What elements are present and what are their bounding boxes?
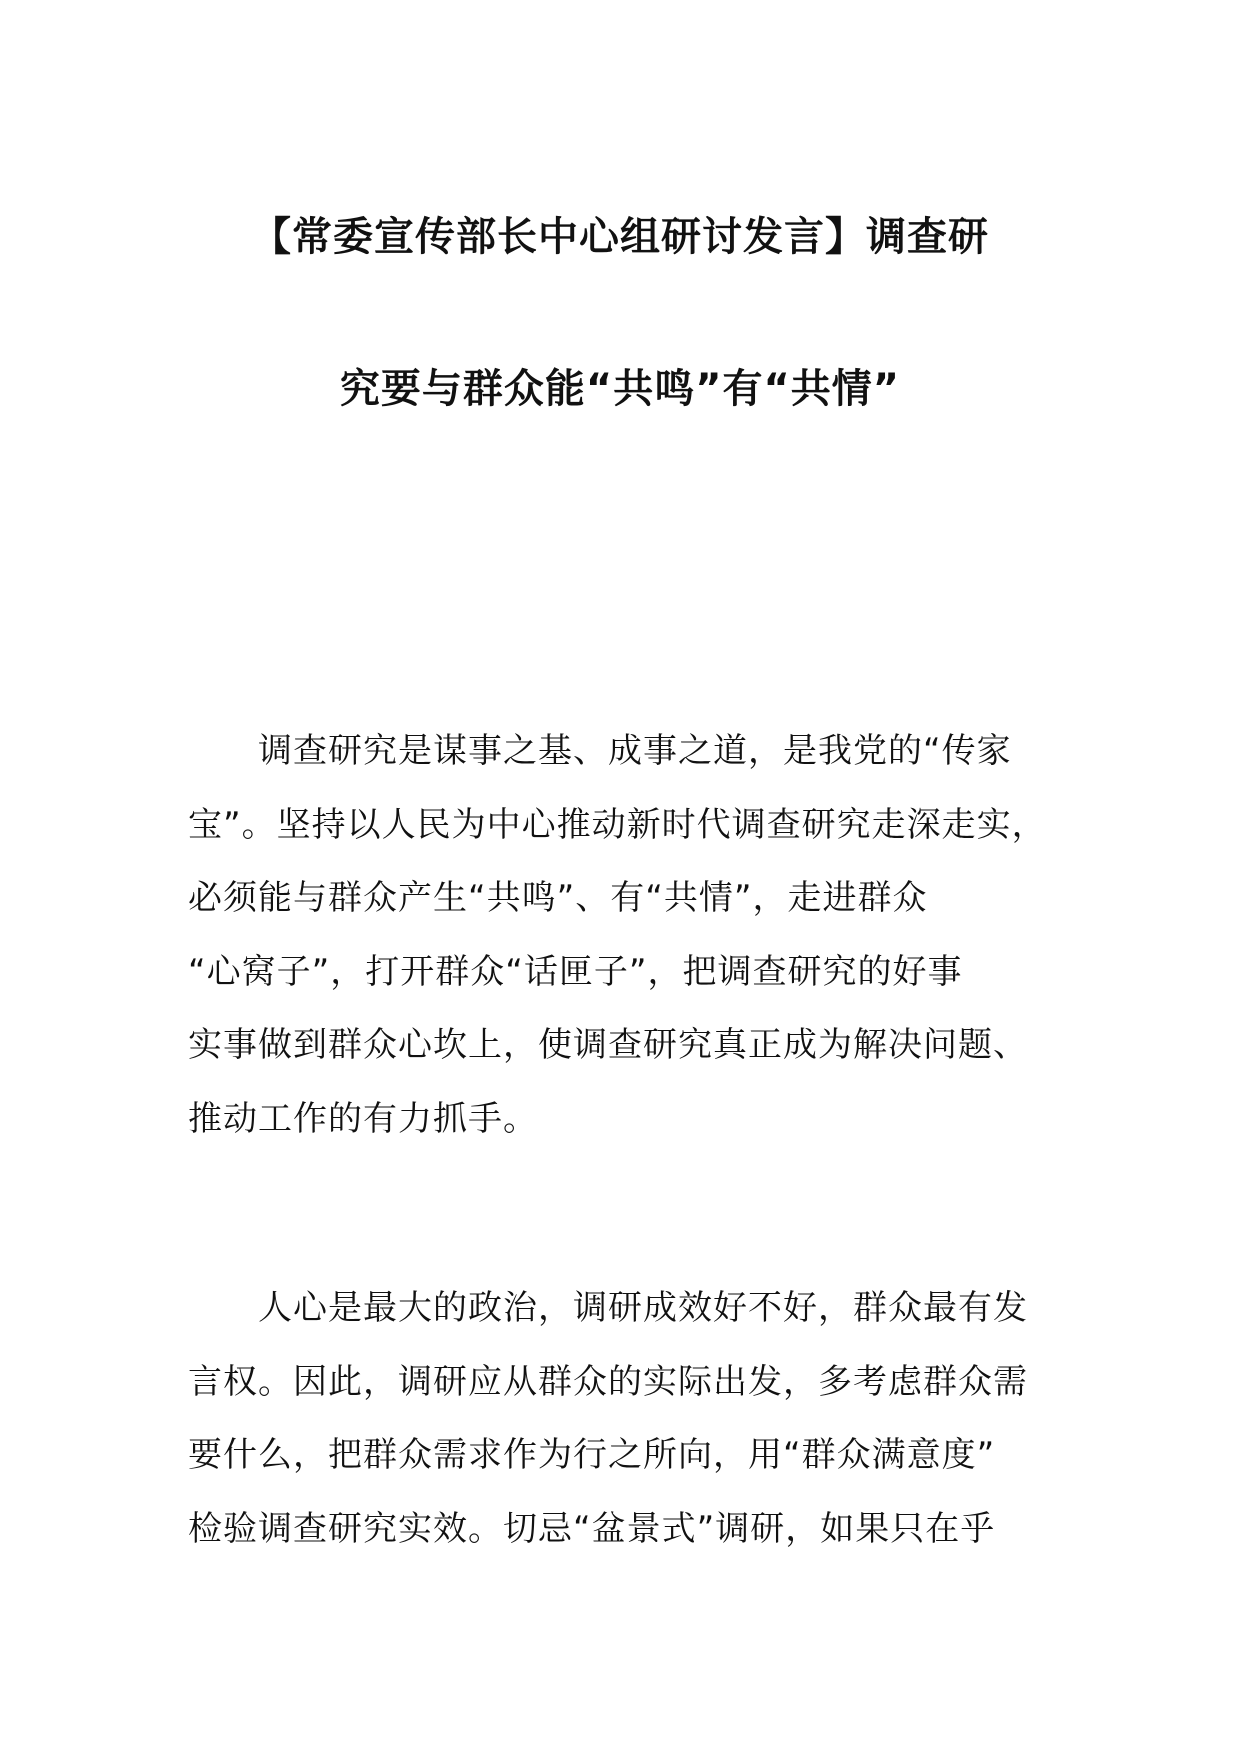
paragraph-line: 检验调查研究实效。切忌“盆景式”调研，如果只在乎 [188, 1508, 996, 1549]
paragraph-line: 推动工作的有力抓手。 [188, 1098, 538, 1139]
paragraph-line: 人心是最大的政治，调研成效好不好，群众最有发 [258, 1288, 1028, 1328]
paragraph-line: 实事做到群众心坎上，使调查研究真正成为解决问题、 [188, 1025, 1028, 1066]
paragraph-line: 言权。因此，调研应从群众的实际出发，多考虑群众需 [188, 1361, 1028, 1402]
body-paragraph-2 [188, 1288, 1088, 1582]
paragraph-line: 调查研究是谋事之基、成事之道，是我党的“传家 [258, 731, 1012, 771]
document-title-line-2: 究要与群众能“共鸣”有“共情” [339, 366, 901, 412]
body-paragraph-1 [188, 731, 1088, 1173]
paragraph-line: “心窝子”，打开群众“话匣子”，把调查研究的好事 [188, 951, 963, 992]
document-title-line-1: 【常委宣传部长中心组研讨发言】调查研 [251, 214, 989, 260]
paragraph-line: 宝”。坚持以人民为中心推动新时代调查研究走深走实， [188, 804, 1047, 845]
paragraph-line: 必须能与群众产生“共鸣”、有“共情”，走进群众 [188, 878, 928, 919]
paragraph-line: 要什么，把群众需求作为行之所向，用“群众满意度” [188, 1435, 996, 1476]
